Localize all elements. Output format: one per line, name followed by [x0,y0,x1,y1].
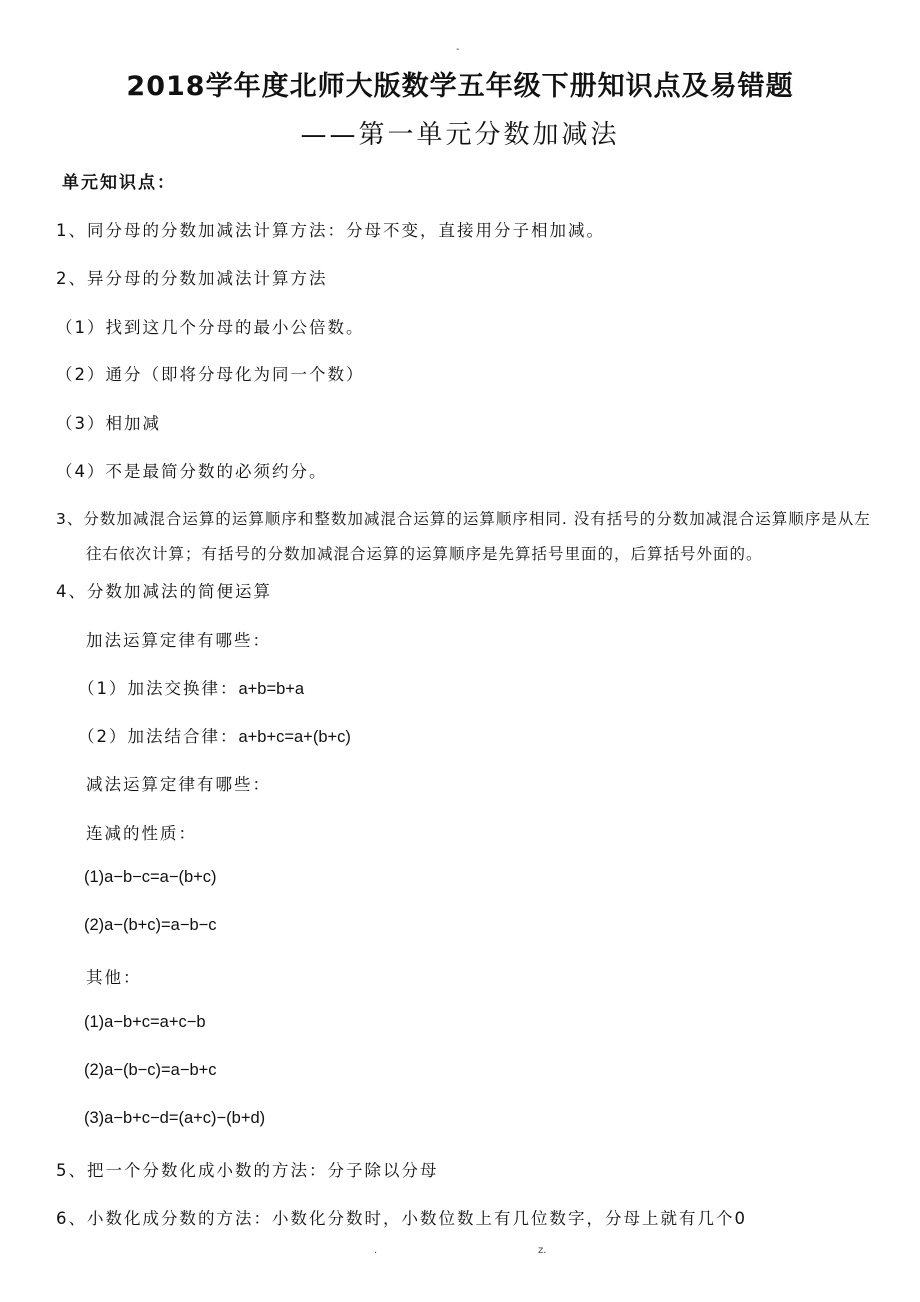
item-3-line-1: 3、分数加减混合运算的运算顺序和整数加减混合运算的运算顺序相同. 没有括号的分数加减混合运算顺序是从左 [56,510,871,528]
document-title: 2018学年度北师大版数学五年级下册知识点及易错题 [126,71,794,102]
other-rule-2: (2)a−(b−c)=a−b+c [84,1061,217,1079]
subtraction-rule-1: (1)a−b−c=a−(b+c) [84,868,217,886]
subtraction-laws-heading: 减法运算定律有哪些： [86,775,271,794]
commutative-law [78,675,304,699]
item-6: 6、小数化成分数的方法：小数化分数时，小数位数上有几位数字，分母上就有几个0 [56,1209,747,1228]
item-2-step-3: （3）相加减 [56,414,161,433]
other-heading: 其他： [86,968,142,987]
associative-law-formula: a+b+c=a+(b+c) [238,728,351,746]
header-mark: - [456,44,460,55]
item-2-step-2: （2）通分（即将分母化为同一个数） [56,365,365,384]
footer-right-mark: z. [538,1245,547,1256]
subtraction-rule-2: (2)a−(b+c)=a−b−c [84,916,217,934]
document-subtitle: ——第一单元分数加减法 [300,120,620,150]
item-3-line-2: 往右依次计算；有括号的分数加减混合运算的运算顺序是先算括号里面的，后算括号外面的。 [86,545,763,563]
associative-law-label: （2）加法结合律： [78,727,239,746]
item-5: 5、把一个分数化成小数的方法：分子除以分母 [56,1161,439,1180]
item-2: 2、异分母的分数加减法计算方法 [56,269,328,288]
other-rule-1: (1)a−b+c=a+c−b [84,1013,206,1031]
item-2-step-4: （4）不是最简分数的必须约分。 [56,462,328,481]
consecutive-subtraction-heading: 连减的性质： [86,824,197,843]
item-4: 4、分数加减法的简便运算 [56,582,272,601]
commutative-law-formula: a+b=b+a [238,680,305,698]
commutative-law-label: （1）加法交换律： [78,679,239,698]
footer-left-mark: . [374,1245,378,1256]
addition-laws-heading: 加法运算定律有哪些： [86,631,271,650]
item-1: 1、同分母的分数加减法计算方法：分母不变，直接用分子相加减。 [56,221,605,240]
section-heading: 单元知识点： [62,173,176,193]
item-2-step-1: （1）找到这几个分母的最小公倍数。 [56,318,365,337]
other-rule-3: (3)a−b+c−d=(a+c)−(b+d) [84,1109,266,1127]
associative-law [78,723,351,747]
